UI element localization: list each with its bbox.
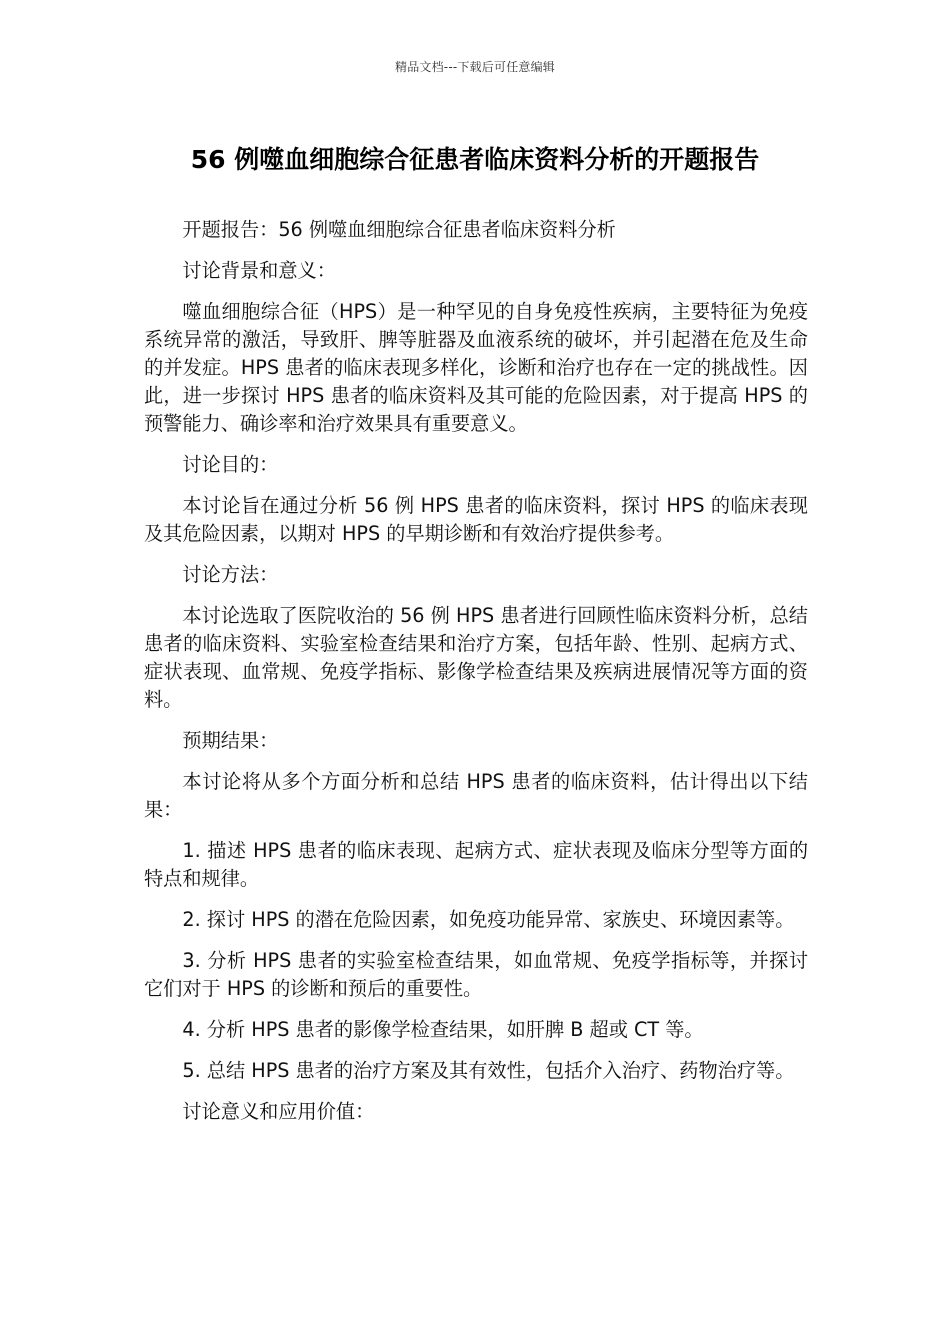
- paragraph-significance-heading: 讨论意义和应用价值：: [182, 1100, 375, 1123]
- paragraph-background-text: 噬血细胞综合征（HPS）是一种罕见的自身免疫性疾病，主要特征为免疫系统异常的激活，导致肝、脾等脏器及血液系统的破坏，并引起潜在危及生命的并发症。HPS 患者的临床表现多样化，诊断和治疗也存在一定的挑战性。因此，进一步探讨 HPS 患者的临床资料及其可能的危险因素，对于提高 HPS 的预警能力、确诊率和治疗效果具有重要意义。: [144, 300, 808, 435]
- list-item-result-3: 3. 分析 HPS 患者的实验室检查结果，如血常规、免疫学指标等，并探讨它们对于 HPS 的诊断和预后的重要性。: [144, 949, 808, 1000]
- paragraph-method-text: 本讨论选取了医院收治的 56 例 HPS 患者进行回顾性临床资料分析，总结患者的临床资料、实验室检查结果和治疗方案，包括年龄、性别、起病方式、症状表现、血常规、免疫学指标、影像学检查结果及疾病进展情况等方面的资料。: [144, 604, 808, 711]
- paragraph-expected-heading: 预期结果：: [182, 729, 279, 752]
- document-title: 56 例噬血细胞综合征患者临床资料分析的开题报告: [190, 145, 760, 174]
- page-header: 精品文档---下载后可任意编辑: [395, 60, 555, 74]
- paragraph-method-heading: 讨论方法：: [182, 563, 279, 586]
- paragraph-background-heading: 讨论背景和意义：: [182, 259, 336, 282]
- paragraph-purpose-text: 本讨论旨在通过分析 56 例 HPS 患者的临床资料，探讨 HPS 的临床表现及其危险因素，以期对 HPS 的早期诊断和有效治疗提供参考。: [144, 494, 808, 545]
- list-item-result-2: 2. 探讨 HPS 的潜在危险因素，如免疫功能异常、家族史、环境因素等。: [182, 908, 795, 931]
- list-item-result-4: 4. 分析 HPS 患者的影像学检查结果，如肝脾 B 超或 CT 等。: [182, 1018, 704, 1041]
- paragraph-purpose-heading: 讨论目的：: [182, 453, 279, 476]
- paragraph-expected-text: 本讨论将从多个方面分析和总结 HPS 患者的临床资料，估计得出以下结果：: [144, 770, 808, 821]
- paragraph-report-heading: 开题报告：56 例噬血细胞综合征患者临床资料分析: [182, 218, 616, 241]
- document-body: [144, 216, 808, 1139]
- list-item-result-5: 5. 总结 HPS 患者的治疗方案及其有效性，包括介入治疗、药物治疗等。: [182, 1059, 795, 1082]
- list-item-result-1: 1. 描述 HPS 患者的临床表现、起病方式、症状表现及临床分型等方面的特点和规律。: [144, 839, 808, 890]
